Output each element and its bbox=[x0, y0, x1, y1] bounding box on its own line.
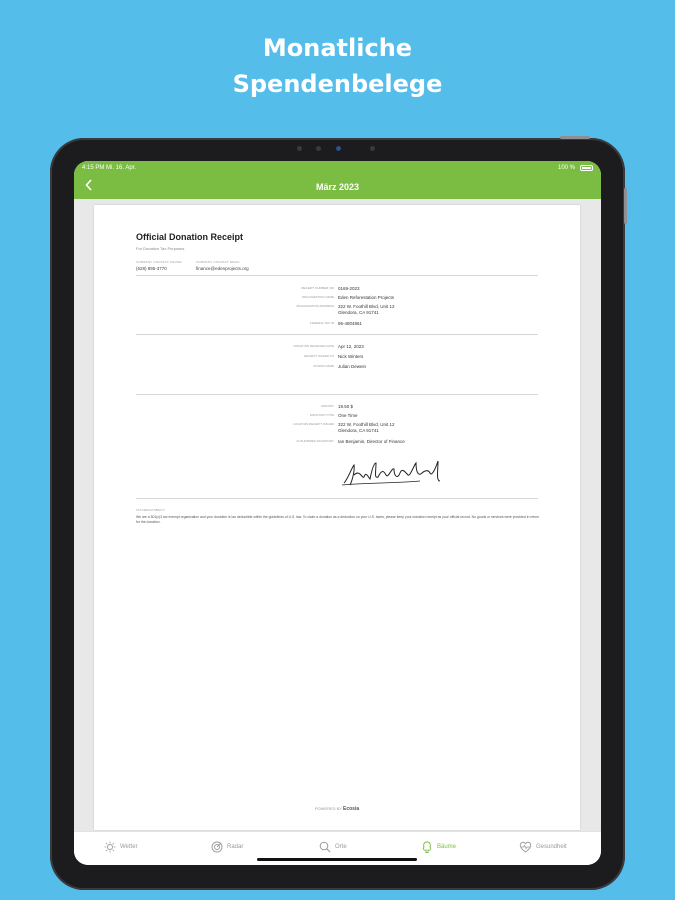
radar-icon bbox=[211, 841, 223, 853]
divider bbox=[136, 498, 538, 499]
row-value: One Time bbox=[338, 413, 358, 418]
row-value: 322 W. Foothill Blvd, Unit 12 Glendora, CA 91741 bbox=[338, 304, 395, 315]
row-value: 95-4804861 bbox=[338, 321, 363, 326]
status-bar bbox=[74, 161, 601, 175]
row-value: Nick Winters bbox=[338, 354, 364, 359]
powered-prefix: POWERED BY bbox=[314, 806, 342, 811]
row-value: Julian Dewein bbox=[338, 364, 367, 369]
battery-icon bbox=[580, 165, 593, 171]
tablet-screen bbox=[74, 161, 601, 865]
receipt-subtitle: For Donation Tax Purposes bbox=[136, 246, 185, 251]
tab-label: Bäume bbox=[437, 844, 457, 850]
row-key: DONATION RECEIVED DATE bbox=[293, 344, 334, 348]
row-key: AUTHORIZED SIGNATORY bbox=[296, 439, 334, 443]
divider bbox=[136, 334, 538, 335]
status-time: 4:15 PM Mi. 16. Apr. bbox=[82, 165, 137, 171]
tab-wetter[interactable] bbox=[104, 838, 138, 856]
disclaimer-label: TAX DEDUCTIBILITY bbox=[136, 508, 165, 512]
divider bbox=[136, 275, 538, 276]
row-key: DONATION TYPE bbox=[309, 413, 334, 417]
row-key: LOCATION RECEIPT ISSUED bbox=[293, 422, 334, 426]
sun-icon bbox=[104, 841, 116, 853]
contact-phone: (628) 895-3770 bbox=[136, 266, 167, 271]
receipt-document bbox=[94, 205, 580, 830]
nav-bar bbox=[74, 175, 601, 199]
powered-by bbox=[94, 806, 580, 812]
row-key: ORGANIZATION NAME bbox=[301, 295, 334, 299]
contact-phone-label: COMPANY CONTACT PHONE bbox=[136, 260, 182, 264]
sensor-dot bbox=[297, 146, 302, 151]
row-value: Eden Reforestation Projects bbox=[338, 295, 395, 300]
tab-gesundheit[interactable] bbox=[519, 838, 567, 856]
row-value: 19.50 $ bbox=[338, 404, 354, 409]
tab-label: Radar bbox=[227, 844, 244, 850]
receipt-title: Official Donation Receipt bbox=[136, 232, 244, 242]
row-value: 322 W. Foothill Blvd, Unit 12 Glendora, CA 91741 bbox=[338, 422, 395, 433]
tree-icon bbox=[421, 841, 433, 853]
row-value: Apr 12, 2023 bbox=[338, 344, 364, 349]
row-value: 0169-2023 bbox=[338, 286, 360, 291]
heart-pulse-icon bbox=[519, 841, 532, 853]
nav-title: März 2023 bbox=[315, 182, 360, 192]
headline-line-1: Monatliche bbox=[262, 34, 413, 62]
powered-brand: Ecosia bbox=[343, 806, 360, 812]
disclaimer-text: We are a 501(c)3 tax exempt organization and your donation is tax deductible within the guidelines of U.S. law. To claim a donation as a deduction on your U.S. taxes, please keep your donation receipt as your official record. No goods or services were provided in return for the donation. bbox=[136, 515, 540, 524]
tab-label: Gesundheit bbox=[536, 844, 567, 850]
row-value: Ian Benjamin, Director of Finance bbox=[338, 439, 405, 444]
tab-label: Wetter bbox=[120, 844, 138, 850]
row-key: DONOR NAME bbox=[313, 364, 334, 368]
status-indicators: 100 % bbox=[557, 165, 575, 171]
volume-button bbox=[624, 188, 627, 224]
camera-lens bbox=[336, 146, 341, 151]
row-key: ORGANIZATION ADDRESS bbox=[296, 304, 334, 308]
search-icon bbox=[319, 841, 331, 853]
top-button bbox=[560, 136, 590, 139]
tab-label: Orte bbox=[335, 844, 347, 850]
tab-baeume[interactable] bbox=[421, 838, 456, 856]
row-key: AMOUNT bbox=[321, 404, 334, 408]
contact-email: finance@edenprojects.org bbox=[196, 266, 249, 271]
sensor-dot bbox=[370, 146, 375, 151]
tab-radar[interactable] bbox=[211, 838, 243, 856]
row-key: RECEIPT ISSUED TO bbox=[304, 354, 334, 358]
row-key: RECEIPT NUMBER (ID) bbox=[301, 286, 334, 290]
row-key: FEDERAL TAX ID bbox=[310, 321, 334, 325]
tab-orte[interactable] bbox=[319, 838, 347, 856]
signature-image bbox=[340, 457, 450, 493]
marketing-headline bbox=[0, 30, 675, 102]
divider bbox=[136, 394, 538, 395]
contact-email-label: COMPANY CONTACT EMAIL bbox=[196, 260, 240, 264]
home-indicator[interactable] bbox=[257, 858, 417, 861]
sensor-dot bbox=[316, 146, 321, 151]
headline-line-2: Spendenbelege bbox=[232, 70, 443, 98]
